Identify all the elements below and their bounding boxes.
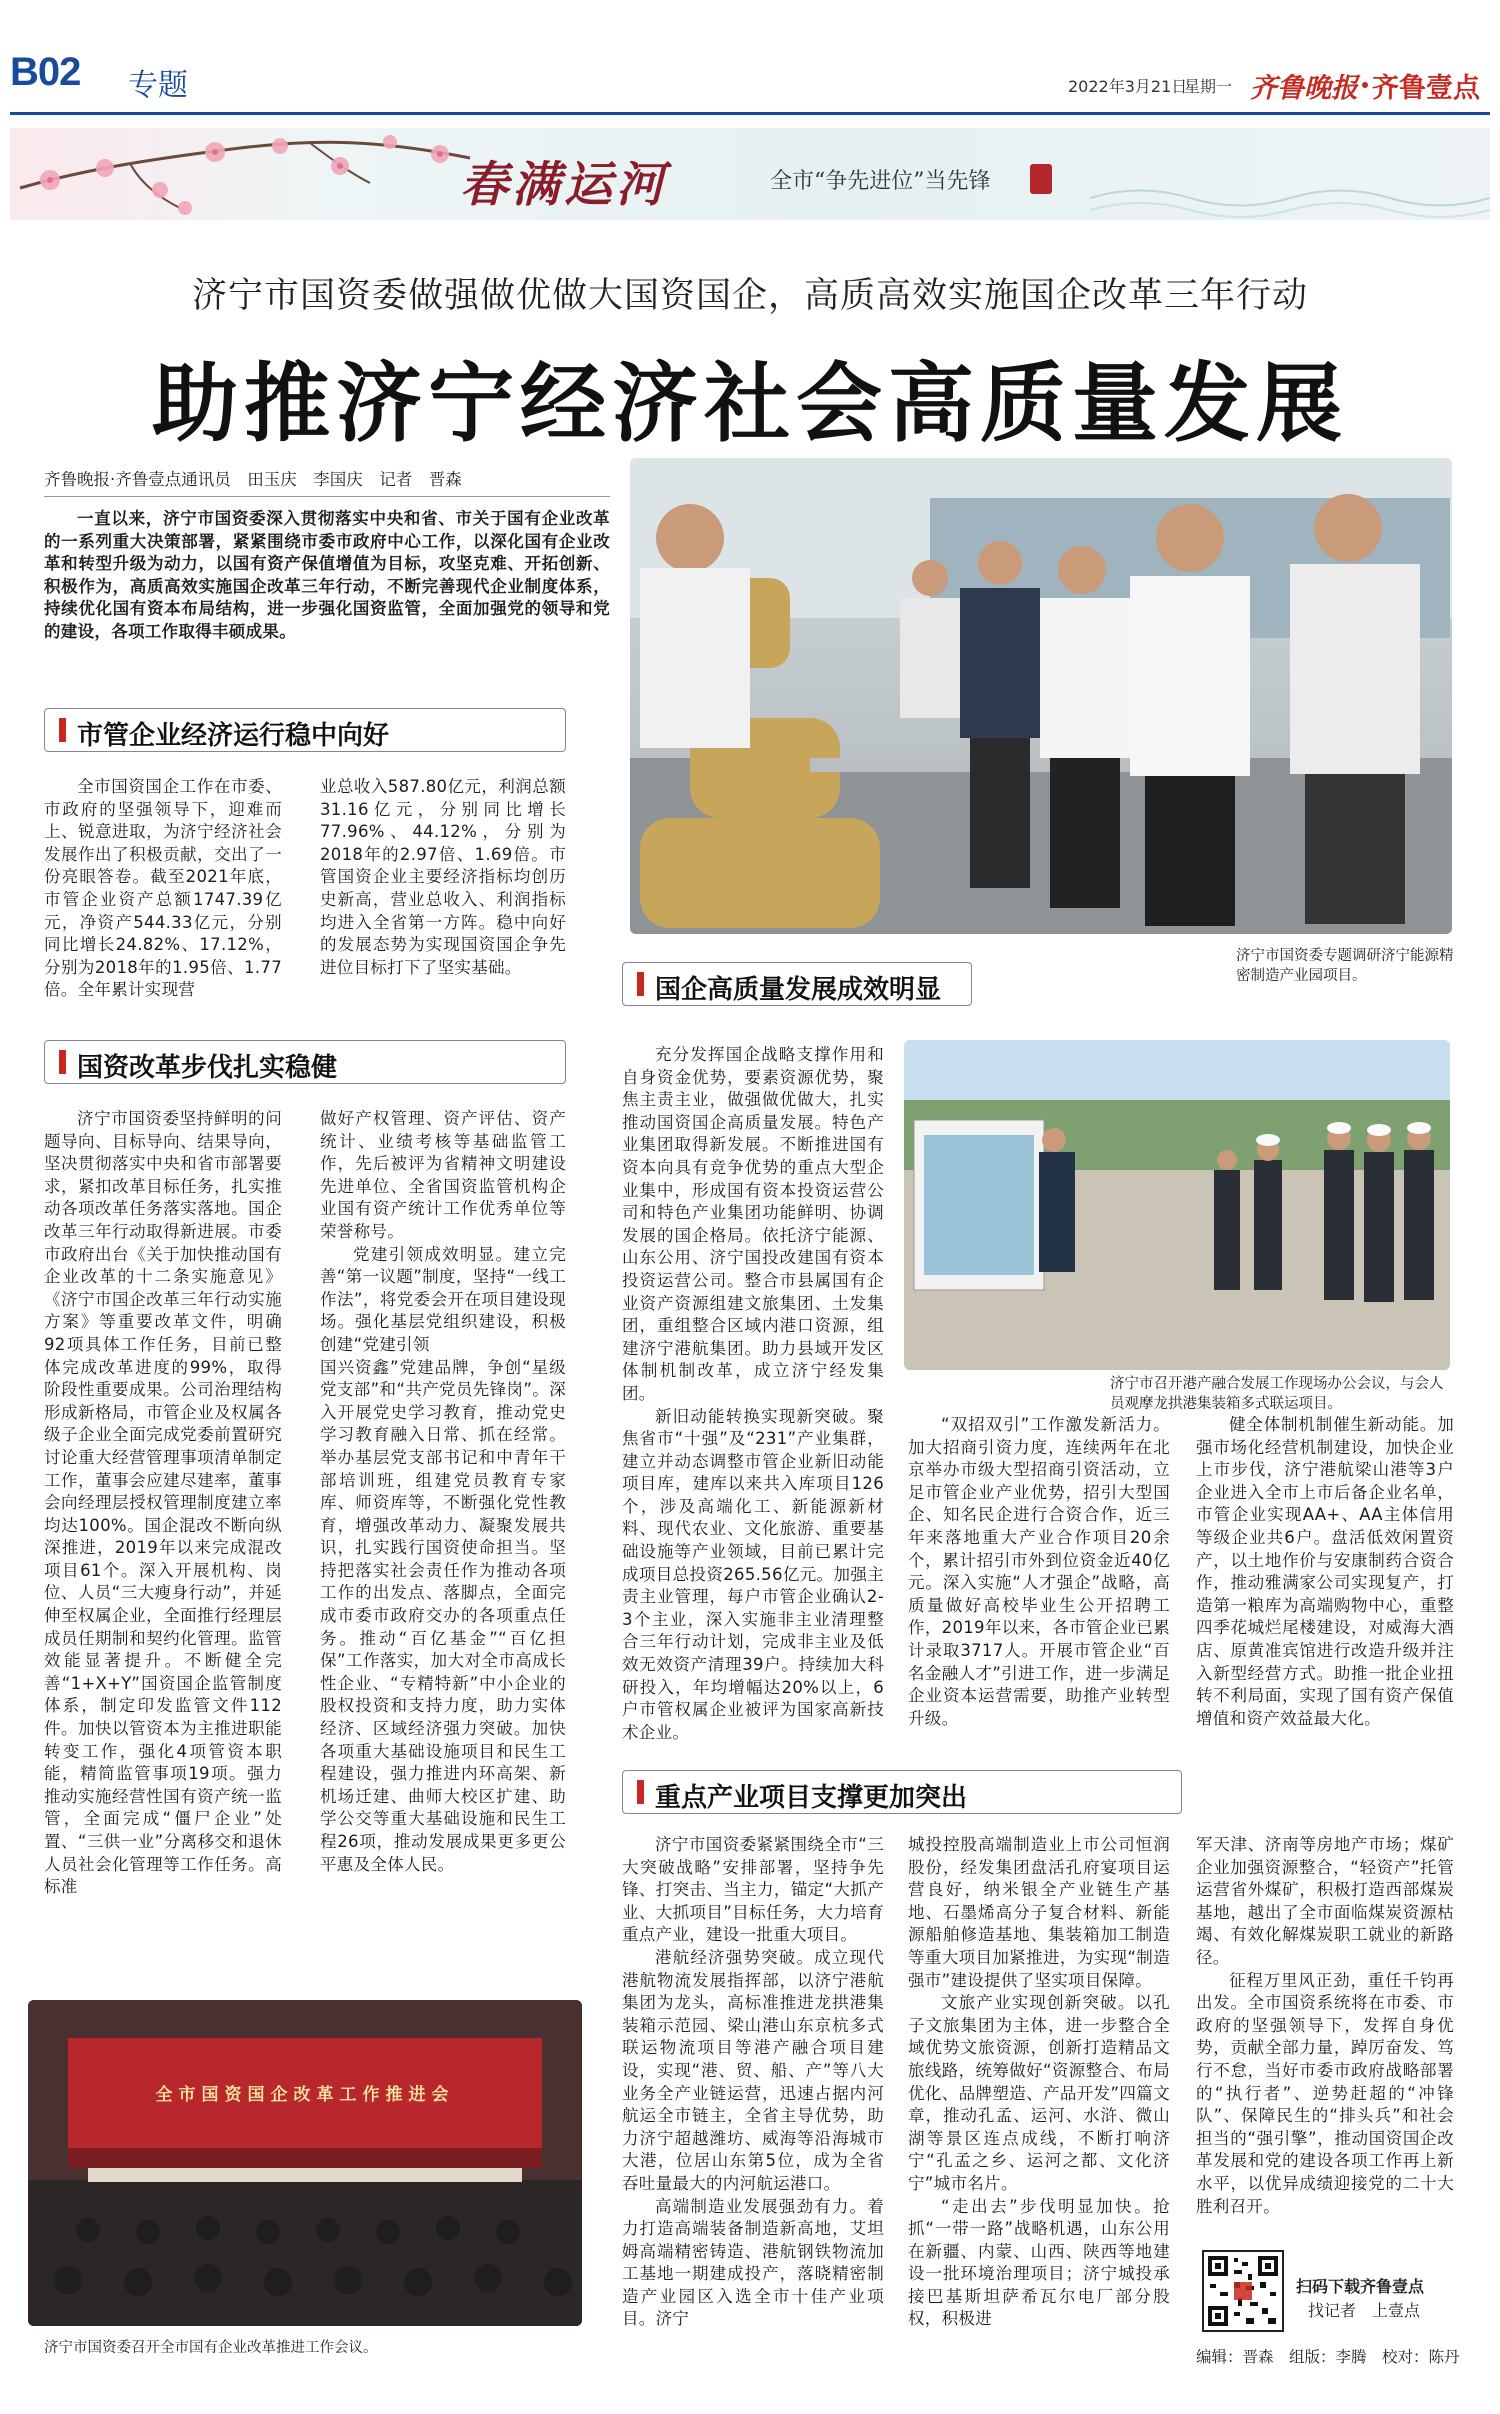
photo-factory-visit-image bbox=[630, 458, 1452, 934]
banner-title: 春满运河 bbox=[460, 157, 669, 213]
s3-col1 bbox=[622, 1044, 884, 1744]
section-header-4 bbox=[622, 1770, 1182, 1814]
seal-stamp-icon bbox=[1030, 164, 1052, 194]
s2-text-1: 济宁市国资委坚持鲜明的问题导向、目标导向、结果导向，坚决贯彻落实中央和省市部署要求，紧扣改革目标任务，扎实推动各项改革任务落实落地。国企改革三年行动取得新进展。市委市政府出台《关于加快推动国有企业改革的十二条实施意见》《济宁市国企改革三年行动实施方案》等重要改革文件，明确92项具体工作任务，目前已整体完成改革进度的99%，取得阶段性重要成果。公司治理结构形成新格局，市管企业及权属各级子企业全面完成党委前置研究讨论重大经营管理事项清单制定工作，董事会应建尽建率，董事会向经理层授权管理制度建立率均达100%。国企混改不断向纵深推进，2019年以来完成混改项目61个。深入开展机构、岗位、人员“三大瘦身行动”，并延伸至权属企业，全面推行经理层成员任期制和契约化管理。监管效能显著提升。不断健全完善“1+X+Y”国资国企监管制度体系，制定印发监管文件112件。加快以管资本为主推进职能转变工作，强化4项管资本职能，精简监管事项19项。强力推动实施经营性国有资产统一监管，全面完成“僵尸企业”处置、“三供一业”分离移交和退休人员社会化管理等工作任务。高标准 bbox=[44, 1109, 282, 1897]
qr-code[interactable] bbox=[1202, 2250, 1284, 2332]
meeting-banner-text: 全市国资国企改革工作推进会 bbox=[155, 2085, 455, 2105]
s3-text-1: 充分发挥国企战略支撑作用和自身资金优势，要素资源优势，聚焦主责主业，做强做优做大，扎实推动国资国企高质量发展。特色产业集团取得新发展。不断推进国有资本向具有竞争优势的重点大型企业集中，形成国有资本投资运营公司和特色产业集团功能鲜明、协调发展的国企格局。依托济宁能源、山东公用、济宁国投改建国有资本投资运营公司。整合市县属国有企业资产资源组建文旅集团、土发集团，重组整合区域内港口资源，组建济宁港航集团。助力县域开发区体制机制改革，成立济宁经发集团。 bbox=[622, 1045, 884, 1403]
lead-text: 一直以来，济宁市国资委深入贯彻落实中央和省、市关于国有企业改革的一系列重大决策部署，紧紧围绕市委市政府中心工作，以深化国有企业改革和转型升级为动力，以国有资产保值增值为目标，攻坚克难、开拓创新、积极作为，高质高效实施国企改革三年行动，不断完善现代企业制度体系，持续优化国有资本布局结构，进一步强化国资监管，全面加强党的领导和党的建设，各项工作取得丰硕成果。 bbox=[44, 509, 610, 641]
section-title-4: 重点产业项目支撑更加突出 bbox=[655, 1783, 968, 1813]
s2-text-3: 党建引领成效明显。建立完善“第一议题”制度，坚持“一线工作法”，将党委会开在项目建设现场。强化基层党组织建设，积极创建“党建引领 bbox=[320, 1244, 566, 1354]
s4-col3 bbox=[1196, 1834, 1454, 2218]
photo-port-site-image bbox=[904, 1040, 1450, 1370]
photo-port-site bbox=[904, 1040, 1450, 1370]
s3-col3 bbox=[1196, 1414, 1454, 1730]
s2-text-2: 做好产权管理、资产评估、资产统计、业绩考核等基础监管工作，先后被评为省精神文明建设先进单位、全省国资监管机构企业国有资产统计工作优秀单位等荣誉称号。 bbox=[320, 1109, 566, 1241]
s3-text-2: “双招双引”工作激发新活力。加大招商引资力度，连续两年在北京举办市级大型招商引资活动，立足市管企业产业优势，招引大型国企、知名民企进行合资合作，近三年来落地重大产业合作项目20余个，累计招引市外到位资金近40亿元。深入实施“人才强企”战略，高质量做好高校毕业生公开招聘工作，2019年以来，各市管企业已累计录取3717人。开展市管企业“百名金融人才”引进工作，进一步满足企业资本运营需要，助推产业转型升级。 bbox=[908, 1415, 1170, 1728]
brand-dot bbox=[1362, 82, 1368, 88]
s4-col1 bbox=[622, 1834, 884, 2331]
s4-col2 bbox=[908, 1834, 1170, 2331]
s4-text-2: 城投控股高端制造业上市公司恒润股份，经发集团盘活孔府宴项目运营良好，纳米银全产业链生产基地、石墨烯高分子复合材料、新能源船舶修造基地、集装箱加工制造等重大项目加紧推进，为实现“制造强市”建设提供了坚实项目保障。 bbox=[908, 1835, 1170, 1990]
topic-banner bbox=[10, 128, 1490, 220]
s3-text-3: 健全体制机制催生新动能。加强市场化经营机制建设，加快企业上市步伐，济宁港航梁山港等3户企业进入全市上市后备企业名单，市管企业实现AA+、AA主体信用等级企业共6户。盘活低效闲置资产，以土地作价与安康制药合资合作，推动雅满家公司实现复产，打造第一粮库为高端购物中心，重整四季花城烂尾楼建设，对威海大酒店、原黄准宾馆进行改造升级并注入新型经营方式。助推一批企业扭转不利局面，实现了国有资产保值增值和资产效益最大化。 bbox=[1196, 1415, 1454, 1728]
caption-photo1: 济宁市国资委专题调研济宁能源精密制造产业园项目。 bbox=[1236, 948, 1454, 984]
s4-text-2b: 文旅产业实现创新突破。以孔子文旅集团为主体，进一步整合全域优势文旅资源，创新打造精品文旅线路，统筹做好“资源整合、布局优化、品牌塑造、产品开发”四篇文章，推动孔孟、运河、水浒、微山湖等景区连点成线，不断打响济宁“孔孟之乡、运河之都、文化济宁”城市名片。 bbox=[908, 1993, 1170, 2193]
s1-col2 bbox=[320, 776, 566, 979]
caption-photo3: 济宁市国资委召开全市国有企业改革推进工作会议。 bbox=[44, 2340, 378, 2356]
qr-label-1: 扫码下载齐鲁壹点 bbox=[1296, 2277, 1425, 2296]
photo-meeting-image bbox=[28, 2000, 582, 2326]
headline-main: 助推济宁经济社会高质量发展 bbox=[152, 353, 1348, 454]
qr-code-icon bbox=[1204, 2252, 1282, 2330]
section-marker bbox=[637, 1780, 644, 1804]
plum-blossom-icon bbox=[10, 128, 480, 220]
header-rule bbox=[10, 112, 1490, 115]
s2-col1 bbox=[44, 1108, 282, 1899]
s4-text-1c: 高端制造业发展强劲有力。着力打造高端装备制造新高地，艾坦姆高端精密铸造、港航钢铁物流加工基地一期建成投产，落晓精密制造产业园区入选全市十佳产业项目。济宁 bbox=[622, 2196, 884, 2329]
qr-label-2: 找记者 上壹点 bbox=[1308, 2301, 1421, 2320]
s3-text-1b: 新旧动能转换实现新突破。聚焦省市“十强”及“231”产业集群，建立并动态调整市管企业新旧动能项目库，建库以来共入库项目126个，涉及高端化工、新能源新材料、现代农业、文化旅游、重要基础设施等产业领域，目前已累计完成项目总投资265.56亿元。加强主责主业管理，每户市管企业确认2-3个主业，深入实施非主业清理整合三年行动计划，完成非主业及低效无效资产清理39户。持续加大科研投入，年均增幅达20%以上，6户市管权属企业被评为国家高新技术企业。 bbox=[622, 1406, 884, 1742]
s2-text-4: 国兴资鑫”党建品牌，争创“星级党支部”和“共产党员先锋岗”。深入开展党史学习教育，推动党史学习教育融入日常、抓在经常。举办基层党支部书记和中青年干部培训班，组建党员教育专家库、师资库等，不断强化党性教育，增强改革动力、凝聚发展共识，扎实践行国资使命担当。坚持把落实社会责任作为推动各项工作的出发点、落脚点，全面完成市委市政府交办的各项重点任务。推动“百亿基金”“百亿担保”工作落实，加大对全市高成长性企业、“专精特新”中小企业的股权投资和支持力度，助力实体经济、区域经济强力突破。加快各项重大基础设施项目和民生工程建设，强力推进内环高架、新机场迁建、曲师大校区扩建、助学公交等重大基础设施和民生工程26项，推动发展成果更多更公平惠及全体人民。 bbox=[320, 1357, 566, 1874]
footer-credits: 编辑：晋森 组版：李腾 校对：陈丹 bbox=[1196, 2348, 1460, 2366]
s4-text-2c: “走出去”步伐明显加快。抢抓“一带一路”战略机遇，山东公用在新疆、内蒙、山西、陕西等地建设一批环境治理项目；济宁城投承接巴基斯坦萨希瓦尔电厂部分股权，积极进 bbox=[908, 2196, 1170, 2329]
s4-text-1: 济宁市国资委紧紧围绕全市“三大突破战略”安排部署，坚持争先锋、打突击、当主力，锚定“大抓产业、大抓项目”目标任务，大力培育重点产业，建设一批重大项目。 bbox=[622, 1835, 884, 1945]
s2-col2 bbox=[320, 1108, 566, 1876]
lead-paragraph bbox=[44, 508, 610, 644]
section-header-3 bbox=[622, 962, 972, 1006]
section-marker bbox=[59, 718, 66, 742]
s1-text-1: 全市国资国企工作在市委、市政府的坚强领导下，迎难而上、锐意进取，为济宁经济社会发展作出了积极贡献，交出了一份亮眼答卷。截至2021年底，市管企业资产总额1747.39亿元，净资产544.33亿元，分别同比增长24.82%、17.12%，分别为2018年的1.95倍、1.77倍。全年累计实现营 bbox=[44, 777, 282, 1000]
s4-text-3b: 征程万里风正劲，重任千钧再出发。全市国资系统将在市委、市政府的坚强领导下，发挥自身优势，贡献全部力量，踔厉奋发、笃行不怠，当好市委市政府战略部署的“执行者”、逆势赶超的“冲锋队”、保障民生的“排头兵”和社会担当的“强引擎”，推动国资国企改革发展和党的建设各项工作再上新水平，以优异成绩迎接党的二十大胜利召开。 bbox=[1196, 1970, 1454, 2216]
section-name: 专题 bbox=[128, 68, 188, 103]
photo-factory-visit bbox=[630, 458, 1452, 934]
page-code: B02 bbox=[10, 50, 81, 94]
s1-col1 bbox=[44, 776, 282, 1002]
brand-logo-qilu-yidian: 齐鲁壹点 bbox=[1372, 73, 1480, 104]
s3-col2 bbox=[908, 1414, 1170, 1730]
page-weekday: 星期一 bbox=[1184, 77, 1233, 96]
section-marker bbox=[59, 1050, 66, 1074]
page-date: 2022年3月21日 bbox=[1068, 77, 1188, 96]
photo-meeting bbox=[28, 2000, 582, 2326]
s4-text-1b: 港航经济强势突破。成立现代港航物流发展指挥部，以济宁港航集团为龙头，高标准推进龙拱港集装箱示范园、梁山港山东京杭多式联运物流项目等港产融合项目建设，实现“港、贸、船、产”等八大业务全产业链运营，迅速占据内河航运全市链主，全省主导优势，助力济宁超越潍坊、威海等沿海城市大港，位居山东第5位，成为全省吞吐量最大的内河航运港口。 bbox=[622, 1947, 884, 2193]
section-title-3: 国企高质量发展成效明显 bbox=[655, 975, 942, 1005]
section-marker bbox=[637, 972, 644, 996]
section-header-2 bbox=[44, 1040, 566, 1084]
byline: 齐鲁晚报·齐鲁壹点通讯员 田玉庆 李国庆 记者 晋森 bbox=[44, 470, 462, 489]
byline-rule bbox=[44, 496, 610, 497]
section-title-2: 国资改革步伐扎实稳健 bbox=[77, 1053, 338, 1083]
section-title-1: 市管企业经济运行稳中向好 bbox=[77, 721, 390, 751]
caption-photo2: 济宁市召开港产融合发展工作现场办公会议，与会人员观摩龙拱港集装箱多式联运项目。 bbox=[1110, 1376, 1444, 1412]
section-header-1 bbox=[44, 708, 566, 752]
wave-decoration bbox=[1090, 128, 1490, 220]
brand-logo-qilu-evening: 齐鲁晚报 bbox=[1250, 73, 1358, 104]
s1-text-2: 业总收入587.80亿元，利润总额31.16亿元，分别同比增长77.96%、44.12%，分别为2018年的2.97倍、1.69倍。市管国资企业主要经济指标均创历史新高，营业总收入、利润指标均进入全省第一方阵。稳中向好的发展态势为实现国资国企争先进位目标打下了坚实基础。 bbox=[320, 777, 566, 977]
headline-kicker: 济宁市国资委做强做优做大国资国企，高质高效实施国企改革三年行动 bbox=[191, 276, 1308, 316]
s4-text-3: 军天津、济南等房地产市场；煤矿企业加强资源整合，“轻资产”托管运营省外煤矿，积极打造西部煤炭基地，越出了全市面临煤炭资源枯竭、有效化解煤炭职工就业的新路径。 bbox=[1196, 1835, 1454, 1967]
banner-slogan: 全市“争先进位”当先锋 bbox=[770, 169, 991, 194]
